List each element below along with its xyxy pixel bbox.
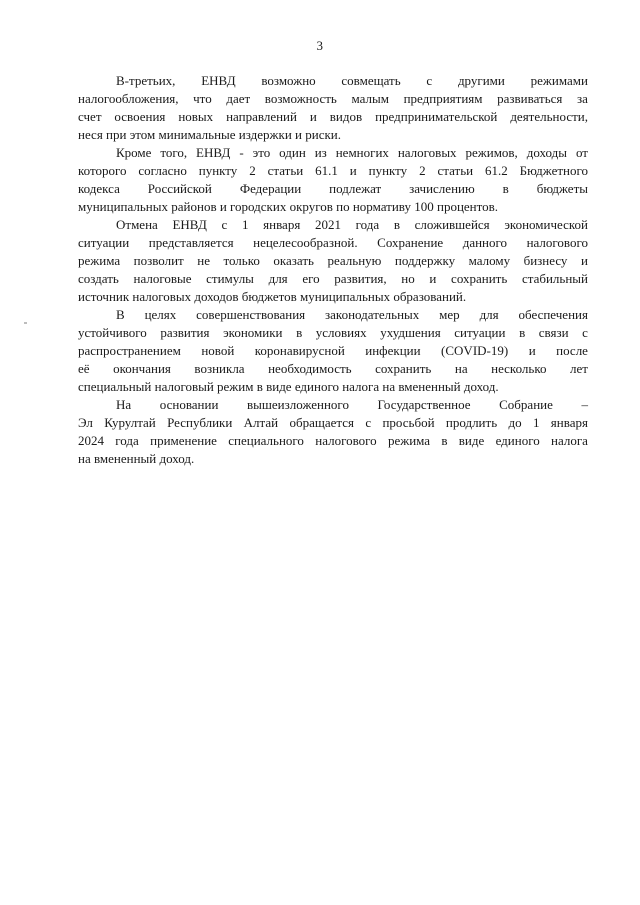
line-words	[78, 108, 588, 126]
word: В-третьих,	[116, 73, 176, 88]
word: другими	[457, 73, 505, 88]
word: –	[581, 397, 588, 412]
word: это	[252, 145, 271, 160]
word: и	[349, 163, 357, 178]
word: ситуации	[78, 235, 130, 250]
word: возможно	[261, 73, 316, 88]
word: позволит	[133, 253, 184, 268]
word: основании	[159, 397, 219, 412]
word: от	[575, 145, 588, 160]
line-words	[78, 252, 588, 270]
paragraph-line	[78, 108, 588, 126]
word: Алтай	[243, 415, 279, 430]
word: (COVID-19)	[441, 343, 509, 358]
word: обеспечения	[518, 307, 588, 322]
word: освоения	[114, 109, 166, 124]
word: видов	[329, 109, 363, 124]
word: возникла	[194, 361, 245, 376]
word: поддержку	[394, 253, 456, 268]
word: оказать	[273, 253, 314, 268]
word: бизнесу	[523, 253, 568, 268]
word: окончания	[113, 361, 171, 376]
word: сложившейся	[414, 217, 490, 232]
line-words	[116, 306, 588, 324]
word: 2024	[78, 433, 104, 448]
word: необходимость	[268, 361, 352, 376]
paragraph-line	[78, 342, 588, 360]
word: ухудшения	[380, 325, 441, 340]
word: 61.1	[315, 163, 338, 178]
paragraph-line: специальный налоговый режим в виде единого налога на вмененный доход.	[78, 379, 499, 394]
word: в	[296, 325, 303, 340]
word: деятельности,	[510, 109, 588, 124]
word: Собрание	[499, 397, 553, 412]
paragraph-line	[78, 306, 588, 324]
word: за	[577, 91, 588, 106]
word: условиях	[315, 325, 367, 340]
word: один	[279, 145, 306, 160]
word: развития	[160, 325, 210, 340]
word: -	[239, 145, 244, 160]
word: продлить	[445, 415, 498, 430]
word: 1	[532, 415, 540, 430]
paragraph-line	[78, 216, 588, 234]
word: и	[580, 253, 588, 268]
word: его	[302, 271, 320, 286]
word: статьи	[267, 163, 304, 178]
word: стимулы	[206, 271, 254, 286]
word: единого	[495, 433, 540, 448]
word: подлежат	[329, 181, 382, 196]
line-words	[116, 396, 588, 414]
word: согласно	[138, 163, 187, 178]
word: инфекции	[365, 343, 421, 358]
paragraph-line	[78, 360, 588, 378]
word: совершенствования	[196, 307, 306, 322]
word: 61.2	[484, 163, 508, 178]
word: что	[193, 91, 212, 106]
word: ситуации	[454, 325, 506, 340]
word: целях	[144, 307, 177, 322]
line-words	[78, 180, 588, 198]
word: ЕНВД	[196, 145, 231, 160]
word: мер	[439, 307, 460, 322]
word: применение	[150, 433, 217, 448]
word: режима	[387, 433, 431, 448]
word: и	[309, 109, 317, 124]
paragraph-line	[78, 414, 588, 432]
line-words	[78, 414, 588, 432]
word: совмещать	[341, 73, 401, 88]
word: налоговые	[133, 271, 192, 286]
word: устойчивого	[78, 325, 147, 340]
word: сохранить	[451, 271, 508, 286]
word: счет	[78, 109, 102, 124]
word: с	[426, 73, 433, 88]
word: режима	[78, 253, 121, 268]
word: стабильный	[521, 271, 588, 286]
word: В	[116, 307, 125, 322]
word: На	[116, 397, 132, 412]
word: Отмена	[116, 217, 158, 232]
word: дает	[226, 91, 251, 106]
word: для	[479, 307, 499, 322]
word: данного	[462, 235, 508, 250]
word: режимов,	[465, 145, 518, 160]
line-words	[116, 216, 588, 234]
word: реальную	[327, 253, 382, 268]
paragraph-line	[78, 432, 588, 450]
word: не	[197, 253, 210, 268]
word: Эл	[78, 415, 93, 430]
word: развиваться	[497, 91, 563, 106]
paragraph-line	[78, 72, 588, 90]
word: в	[441, 433, 448, 448]
word: того,	[160, 145, 188, 160]
word: коронавирусной	[254, 343, 345, 358]
word: Федерации	[239, 181, 302, 196]
paragraph-line	[78, 324, 588, 342]
word: лет	[570, 361, 588, 376]
margin-mark	[24, 322, 27, 324]
paragraph-line: неся при этом минимальные издержки и риски.	[78, 127, 341, 142]
word: малому	[468, 253, 511, 268]
word: предприятиям	[403, 91, 483, 106]
word: 2	[419, 163, 426, 178]
page-number: 3	[316, 38, 324, 53]
paragraph-line: на вмененный доход.	[78, 451, 195, 466]
paragraph-line: источник налоговых доходов бюджетов муниципальных образований.	[78, 289, 467, 304]
word: обращается	[289, 415, 354, 430]
word: виде	[458, 433, 485, 448]
word: экономики	[223, 325, 283, 340]
word: для	[268, 271, 288, 286]
word: несколько	[491, 361, 547, 376]
word: развития,	[334, 271, 387, 286]
paragraph-line	[78, 180, 588, 198]
word: зачислению	[409, 181, 475, 196]
paragraph-line	[78, 396, 588, 414]
word: налога	[551, 433, 588, 448]
word: января	[263, 217, 301, 232]
word: 2	[249, 163, 256, 178]
word: кодекса	[78, 181, 120, 196]
word: новых	[178, 109, 214, 124]
word: распространением	[78, 343, 181, 358]
word: экономической	[504, 217, 588, 232]
paragraph-1	[78, 72, 588, 144]
word: в	[393, 217, 400, 232]
word: и	[528, 343, 536, 358]
paragraph-5	[78, 396, 588, 468]
word: возможность	[264, 91, 337, 106]
line-words	[116, 144, 588, 162]
word: бюджеты	[536, 181, 588, 196]
paragraph-3	[78, 216, 588, 306]
word: налогообложения,	[78, 91, 179, 106]
line-words	[78, 360, 588, 378]
word: режимами	[530, 73, 588, 88]
word: создать	[78, 271, 119, 286]
word: Кроме	[116, 145, 152, 160]
word: Бюджетного	[519, 163, 588, 178]
word: Государственное	[377, 397, 471, 412]
word: но	[401, 271, 415, 286]
line-words	[78, 432, 588, 450]
word: вышеизложенного	[247, 397, 349, 412]
line-words	[78, 324, 588, 342]
word: доходы	[526, 145, 568, 160]
word: представляется	[148, 235, 234, 250]
word: просьбой	[382, 415, 435, 430]
word: и	[429, 271, 437, 286]
line-words	[78, 162, 588, 180]
word: пункту	[198, 163, 238, 178]
word: сохранить	[375, 361, 432, 376]
word: нецелесообразной.	[253, 235, 358, 250]
paragraph-line	[78, 252, 588, 270]
word: малым	[351, 91, 389, 106]
word: которого	[78, 163, 127, 178]
word: после	[556, 343, 588, 358]
word: пункту	[368, 163, 408, 178]
word: Курултай	[104, 415, 156, 430]
word: налогового	[526, 235, 588, 250]
word: из	[314, 145, 327, 160]
paragraph-line	[78, 270, 588, 288]
word: законодательных	[325, 307, 420, 322]
line-words	[78, 270, 588, 288]
word: связи	[538, 325, 569, 340]
word: направлений	[226, 109, 297, 124]
word: 2021	[314, 217, 341, 232]
word: на	[454, 361, 468, 376]
word: новой	[201, 343, 235, 358]
word: с	[582, 325, 588, 340]
paragraph-line	[78, 162, 588, 180]
word: ЕНВД	[172, 217, 207, 232]
word: в	[519, 325, 526, 340]
word: ЕНВД	[201, 73, 236, 88]
paragraph-line	[78, 90, 588, 108]
document-body	[78, 72, 588, 468]
word: Республики	[167, 415, 233, 430]
paragraph-line	[78, 144, 588, 162]
word: Российской	[147, 181, 212, 196]
word: Сохранение	[377, 235, 444, 250]
paragraph-2	[78, 144, 588, 216]
word: немногих	[335, 145, 389, 160]
word: до	[508, 415, 522, 430]
line-words	[78, 342, 588, 360]
word: с	[221, 217, 228, 232]
word: в	[502, 181, 509, 196]
paragraph-line	[78, 234, 588, 252]
word: статьи	[437, 163, 474, 178]
word: предпринимательской	[375, 109, 498, 124]
word: января	[550, 415, 588, 430]
line-words	[78, 234, 588, 252]
word: налогового	[315, 433, 377, 448]
line-words	[78, 90, 588, 108]
word: года	[115, 433, 139, 448]
word: 1	[241, 217, 249, 232]
word: налоговых	[397, 145, 457, 160]
word: года	[355, 217, 380, 232]
paragraph-line: муниципальных районов и городских округов по нормативу 100 процентов.	[78, 199, 499, 214]
word: специального	[228, 433, 304, 448]
line-words	[116, 72, 588, 90]
word: с	[365, 415, 372, 430]
word: её	[78, 361, 90, 376]
word: только	[223, 253, 260, 268]
paragraph-4	[78, 306, 588, 396]
